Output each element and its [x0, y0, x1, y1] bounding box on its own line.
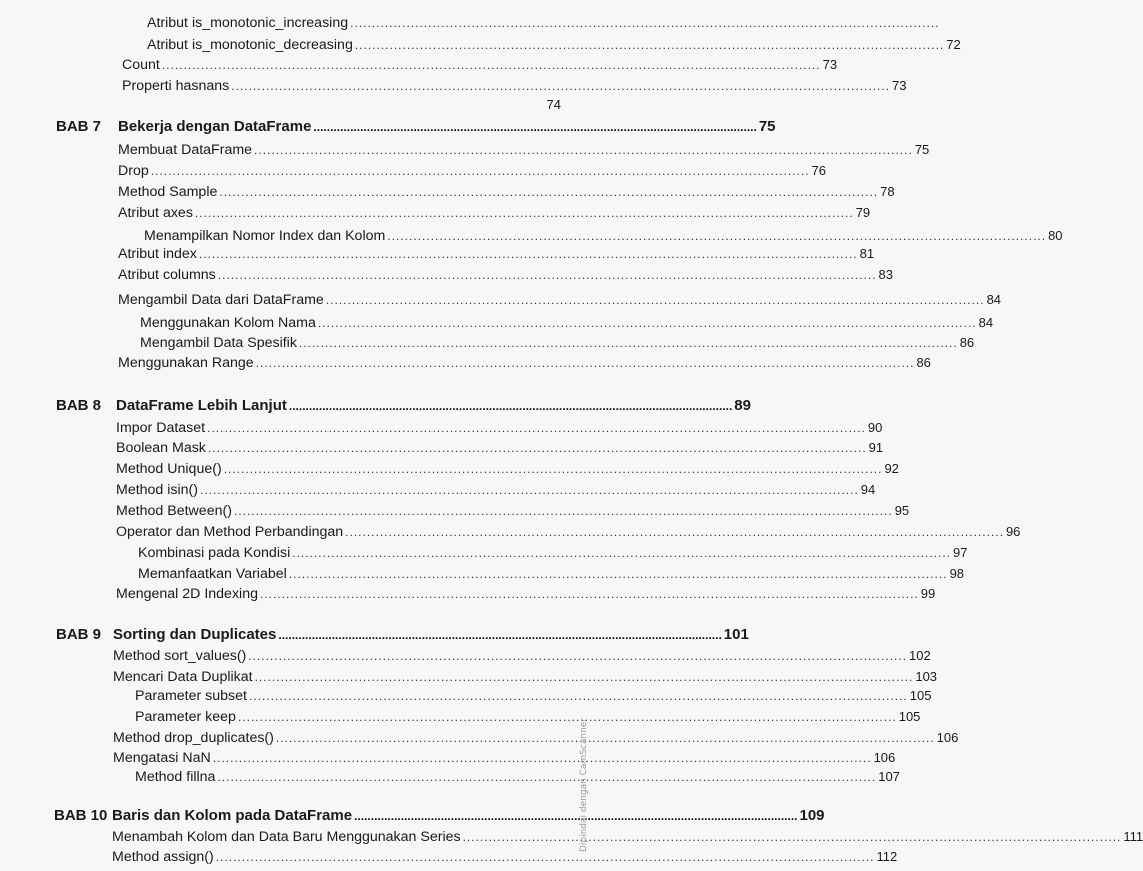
leader-dots: ........................................................................................................................................................ — [325, 293, 985, 307]
toc-entry-page: 80 — [1048, 228, 1063, 243]
leader-dots: ........................................................................................................................................................ — [198, 247, 858, 261]
toc-entry — [116, 502, 910, 520]
chapter-heading — [112, 807, 825, 825]
toc-entry — [118, 245, 875, 263]
toc-entry — [116, 460, 899, 478]
leader-dots: ........................................................................................................................................................ — [215, 850, 875, 864]
leader-dots: ........................................................................................................................................................ — [212, 751, 872, 765]
toc-entry — [147, 14, 940, 32]
chapter-heading — [118, 118, 776, 136]
toc-entry-page: 74 — [546, 97, 561, 112]
toc-entry-label: Atribut is_monotonic_increasing — [147, 15, 349, 31]
chapter-page: 101 — [723, 626, 749, 643]
toc-entry-label: Atribut axes — [118, 205, 193, 221]
leader-dots: ........................................................................................................................................................ — [161, 58, 821, 72]
toc-entry — [122, 77, 907, 95]
chapter-heading — [116, 397, 751, 415]
toc-entry-page: 73 — [892, 78, 907, 93]
leader-dots: ..................................................................................................................................... — [278, 628, 722, 642]
toc-entry-label: Mengambil Data Spesifik — [140, 335, 297, 351]
leader-dots: ........................................................................................................................................................ — [259, 587, 919, 601]
toc-entry-label: Method assign() — [112, 849, 214, 865]
toc-entry — [138, 565, 965, 583]
toc-entry-page: 107 — [878, 769, 900, 784]
chapter-title: Bekerja dengan DataFrame — [118, 118, 312, 135]
toc-entry-page: 86 — [916, 355, 931, 370]
toc-entry-label: Parameter keep — [135, 709, 236, 725]
toc-entry — [122, 56, 838, 74]
toc-entry-page: 99 — [920, 586, 936, 601]
toc-entry-label: Menggunakan Kolom Nama — [140, 315, 316, 331]
scanner-watermark: Dipindai dengan CamScanner — [579, 717, 590, 853]
toc-entry-page: 83 — [878, 267, 894, 282]
toc-entry-label: Atribut index — [118, 246, 197, 262]
chapter-number: BAB 10 — [54, 807, 108, 824]
toc-entry-label: Operator dan Method Perbandingan — [116, 524, 344, 540]
toc-entry — [138, 544, 968, 562]
toc-entry-label: Mengatasi NaN — [113, 750, 211, 766]
leader-dots: ........................................................................................................................................................ — [345, 525, 1004, 539]
toc-entry-page: 91 — [868, 440, 884, 455]
leader-dots: ........................................................................................................................................................ — [255, 356, 915, 370]
chapter-number: BAB 8 — [56, 397, 102, 414]
toc-entry-page: 95 — [894, 503, 910, 518]
toc-entry-page: 76 — [811, 163, 826, 178]
leader-dots: ........................................................................................................................................................ — [219, 185, 879, 199]
toc-entry — [118, 266, 894, 284]
toc-entry — [116, 585, 936, 603]
chapter-page: 89 — [734, 397, 751, 414]
toc-entry-label: Kombinasi pada Kondisi — [138, 545, 291, 561]
leader-dots: ........................................................................................................................................................ — [207, 441, 867, 455]
toc-entry-label: Boolean Mask — [116, 440, 206, 456]
toc-entry — [116, 439, 884, 457]
toc-entry — [116, 419, 883, 437]
toc-entry-page: 92 — [884, 461, 899, 476]
toc-entry — [118, 291, 1002, 309]
toc-entry-label: Membuat DataFrame — [118, 142, 253, 158]
leader-dots: ........................................................................................................................................................ — [217, 770, 877, 784]
toc-entry — [113, 647, 931, 665]
toc-entry — [135, 708, 921, 726]
chapter-page: 109 — [799, 807, 825, 824]
toc-entry-page: 102 — [909, 648, 931, 663]
toc-entry — [147, 36, 961, 54]
toc-entry-label: Mengenal 2D Indexing — [116, 586, 258, 602]
leader-dots: ........................................................................................................................................................ — [292, 546, 951, 560]
toc-entry-page: 94 — [860, 482, 876, 497]
toc-entry — [112, 848, 898, 866]
toc-entry — [113, 668, 938, 686]
leader-dots: ........................................................................................................................................................ — [387, 229, 1047, 243]
toc-entry-label: Properti hasnans — [122, 78, 230, 94]
leader-dots: ........................................................................................................................................................ — [237, 710, 897, 724]
toc-entry — [140, 334, 975, 352]
toc-entry-page: 90 — [867, 420, 883, 435]
leader-dots: ..................................................................................................................................... — [288, 399, 733, 413]
toc-entry-label: Menambah Kolom dan Data Baru Menggunakan Series — [112, 829, 461, 845]
leader-dots: ........................................................................................................................................................ — [254, 143, 913, 157]
toc-entry — [118, 162, 826, 180]
leader-dots: ........................................................................................................................................ — [354, 38, 945, 52]
toc-entry-page: 75 — [914, 142, 930, 157]
toc-entry-label: Method Unique() — [116, 461, 222, 477]
leader-dots: ..................................................................................................................................... — [354, 809, 798, 823]
toc-entry-label: Impor Dataset — [116, 420, 206, 436]
toc-entry-label: Method isin() — [116, 482, 199, 498]
leader-dots: ..................................................................................................................................... — [313, 120, 757, 134]
toc-entry — [112, 828, 1143, 846]
leader-dots: ........................................................................................................................................................ — [248, 689, 908, 703]
toc-entry-page: 84 — [978, 315, 994, 330]
toc-entry-page: 73 — [822, 57, 838, 72]
leader-dots: ........................................................................................................................................................ — [200, 483, 859, 497]
toc-entry-page: 112 — [876, 849, 898, 864]
toc-entry-page: 97 — [952, 545, 968, 560]
toc-entry-page: 111 — [1123, 829, 1143, 844]
toc-entry-label: Method drop_duplicates() — [113, 730, 274, 746]
chapter-title: Baris dan Kolom pada DataFrame — [112, 807, 353, 824]
toc-entry-label: Mengambil Data dari DataFrame — [118, 292, 324, 308]
toc-entry-page: 72 — [946, 37, 961, 52]
chapter-number: BAB 9 — [56, 626, 102, 643]
toc-entry — [122, 96, 561, 114]
toc-entry — [135, 687, 932, 705]
toc-entry-page: 106 — [873, 750, 896, 765]
toc-entry-page: 84 — [986, 292, 1002, 307]
leader-dots: ........................................................................................................................................................ — [275, 731, 935, 745]
toc-entry-page: 96 — [1005, 524, 1021, 539]
chapter-heading — [113, 626, 749, 644]
toc-entry — [135, 768, 900, 786]
toc-entry-label: Menggunakan Range — [118, 355, 254, 371]
leader-dots: ........................................................................................................................................................ — [223, 462, 883, 476]
toc-entry — [118, 141, 930, 159]
toc-entry-page: 98 — [949, 566, 965, 581]
leader-dots: ........................................................................................................................................................ — [194, 206, 854, 220]
toc-entry-page: 103 — [915, 669, 938, 684]
leader-dots: ........................................................................................................................................................ — [248, 649, 908, 663]
leader-dots: ........................................................................................................................................................ — [217, 268, 877, 282]
toc-entry-label: Parameter subset — [135, 688, 247, 704]
toc-entry-page: 78 — [880, 184, 895, 199]
toc-entry-label: Drop — [118, 163, 149, 179]
leader-dots: ........................................................................................................................................................ — [207, 421, 866, 435]
toc-entry — [116, 481, 876, 499]
leader-dots: ........................................................................................................................................................ — [150, 164, 810, 178]
toc-entry-label: Memanfaatkan Variabel — [138, 566, 287, 582]
toc-entry-label: Mencari Data Duplikat — [113, 669, 253, 685]
toc-entry-page: 86 — [959, 335, 975, 350]
leader-dots: ........................................................................................................................................................ — [288, 567, 948, 581]
toc-entry-label: Atribut columns — [118, 267, 216, 283]
leader-dots: ........................................................................................................................................................ — [231, 79, 891, 93]
toc-entry-label: Method sort_values() — [113, 648, 247, 664]
leader-dots: ........................................................................................................................................................ — [298, 336, 958, 350]
toc-entry-label: Menampilkan Nomor Index dan Kolom — [144, 228, 386, 244]
toc-entry — [116, 523, 1021, 541]
toc-entry-page: 106 — [936, 730, 959, 745]
toc-entry — [118, 204, 871, 222]
toc-entry — [144, 227, 1063, 245]
toc-entry-label: Method Sample — [118, 184, 218, 200]
toc-entry-label: Atribut is_monotonic_decreasing — [147, 37, 353, 53]
toc-entry — [113, 749, 896, 767]
chapter-page: 75 — [758, 118, 776, 135]
toc-entry — [140, 314, 994, 332]
toc-entry-label: Count — [122, 57, 160, 73]
chapter-title: Sorting dan Duplicates — [113, 626, 277, 643]
leader-dots: ........................................................................................................................................ — [350, 16, 940, 30]
toc-entry-label: Method fillna — [135, 769, 216, 785]
toc-entry-page: 79 — [855, 205, 871, 220]
leader-dots: ........................................................................................................................................................ — [254, 670, 914, 684]
chapter-title: DataFrame Lebih Lanjut — [116, 397, 287, 414]
toc-entry-label: Method Between() — [116, 503, 232, 519]
toc-entry — [118, 183, 895, 201]
toc-entry — [113, 729, 959, 747]
chapter-number: BAB 7 — [56, 118, 102, 135]
leader-dots: ........................................................................................................................................................ — [317, 316, 977, 330]
toc-entry-page: 105 — [898, 709, 921, 724]
toc-entry-page: 105 — [909, 688, 932, 703]
leader-dots: ........................................................................................................................................................ — [462, 830, 1122, 844]
toc-entry — [118, 354, 931, 372]
leader-dots: ........................................................................................................................................................ — [233, 504, 893, 518]
toc-entry-page: 81 — [859, 246, 875, 261]
